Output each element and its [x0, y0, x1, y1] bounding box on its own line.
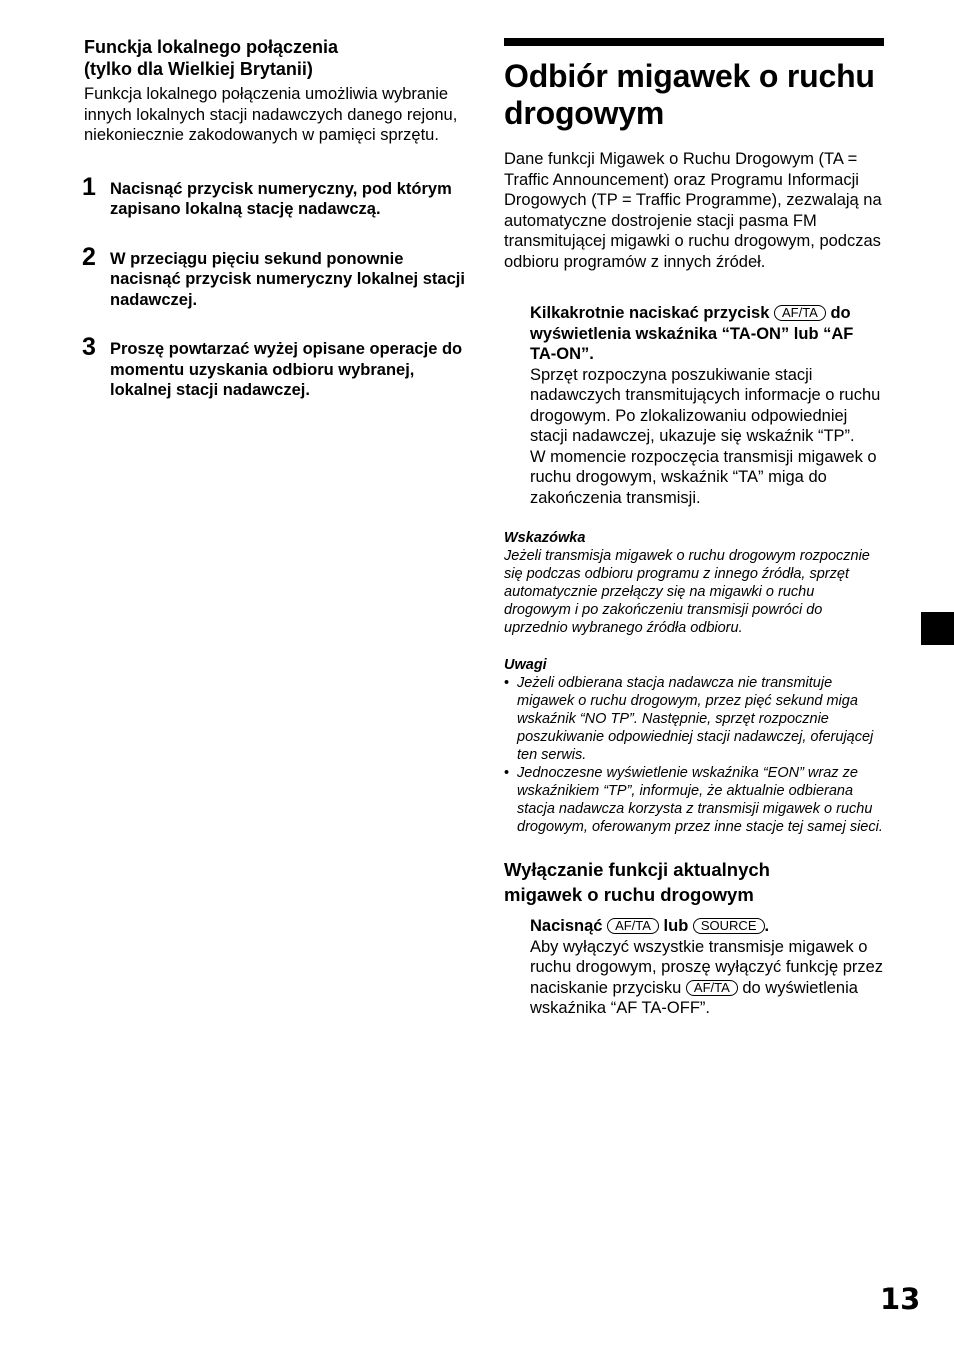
- af-ta-button-label: AF/TA: [607, 918, 659, 934]
- right-column: [504, 38, 884, 1019]
- press-label: Nacisnąć: [530, 917, 603, 935]
- instruction-block: [504, 303, 884, 508]
- off-desc: [530, 937, 884, 1019]
- tip-title: Wskazówka: [504, 530, 586, 546]
- off-instruction: [530, 916, 884, 937]
- off-desc-text: Aby wyłączyć wszystkie transmisje migawek o ruchu drogowym, proszę wyłączyć funkcję przez naciskanie przycisku: [530, 937, 884, 997]
- section-heading-line1: Funckja lokalnego połączenia: [84, 37, 339, 57]
- notes-block: [504, 656, 884, 836]
- page-title-line1: Odbiór migawek o ruchu: [504, 58, 875, 94]
- step-number: 1: [82, 172, 96, 201]
- step-3: [82, 333, 469, 401]
- off-instruction-block: [504, 916, 884, 1019]
- left-column: [84, 36, 469, 401]
- title-intro: Dane funkcji Migawek o Ruchu Drogowym (TA = Traffic Announcement) oraz Programu Informacji Drogowych (TP = Traffic Programme), zezwalają na automatyczne dostrojenie stacji pasma FM transmitującej migawki o ruchu drogowym, podczas odbioru programów z innych źródeł.: [504, 150, 882, 271]
- step-1: [82, 172, 469, 220]
- press-end: .: [764, 917, 770, 935]
- section-heading-line2: (tylko dla Wielkiej Brytanii): [84, 59, 313, 79]
- step-number: 2: [82, 242, 96, 271]
- notes-title: Uwagi: [504, 657, 547, 673]
- section-heading: [84, 36, 469, 80]
- note-item: [504, 674, 884, 764]
- instruction-text-end: do wyświetlenia wskaźnika “TA-ON” lub “AF TA-ON”.: [530, 304, 854, 363]
- note-item: [504, 764, 884, 836]
- page-number: 13: [880, 1282, 921, 1316]
- instruction-desc-2: W momencie rozpoczęcia transmisji migawek o ruchu drogowym, wskaźnik “TA” miga do zakończenia transmisji.: [530, 447, 877, 507]
- af-ta-button-label: AF/TA: [686, 980, 738, 996]
- page-title-line2: drogowym: [504, 95, 665, 131]
- title-rule: [504, 38, 884, 46]
- bullet-icon: •: [504, 675, 510, 691]
- subsection-heading-line1: Wyłączanie funkcji aktualnych: [504, 859, 770, 880]
- note-item-text: Jeżeli odbierana stacja nadawcza nie transmituje migawek o ruchu drogowym, przez pięć sekund miga wskaźnik “NO TP”. Następnie, sprzęt rozpocznie poszukiwanie odpowiedniej stacji nadawczej, oferującej ten serwis.: [517, 675, 874, 763]
- section-intro: Funkcja lokalnego połączenia umożliwia wybranie innych lokalnych stacji nadawczych danego rejonu, niekoniecznie zakodowanych w pamięci sprzętu.: [84, 85, 458, 144]
- off-desc-text-end: do wyświetlenia wskaźnika “AF TA-OFF”.: [530, 978, 858, 1017]
- subsection-heading: [504, 857, 884, 907]
- step-text: W przeciągu pięciu sekund ponownie nacisnąć przycisk numeryczny lokalnej stacji nadawczej.: [110, 249, 465, 309]
- subsection-heading-line2: migawek o ruchu drogowym: [504, 884, 754, 905]
- section-tab-marker: [921, 612, 954, 645]
- note-item-text: Jednoczesne wyświetlenie wskaźnika “EON” wraz ze wskaźnikiem “TP”, informuje, że aktualnie odbierana stacja nadawcza korzysta z transmisji migawek o ruchu drogowym, oferowanym przez inne stacje tej samej sieci.: [517, 765, 883, 835]
- af-ta-button-label: AF/TA: [774, 305, 826, 321]
- step-2: [82, 242, 469, 311]
- bullet-icon: •: [504, 765, 510, 781]
- instruction-desc-1: Sprzęt rozpoczyna poszukiwanie stacji nadawczych transmitujących informacje o ruchu drogowym. Po zlokalizowaniu odpowiedniej stacji nadawczej, ukazuje się wskaźnik “TP”.: [530, 365, 881, 445]
- press-or: lub: [663, 917, 689, 935]
- tip-text: Jeżeli transmisja migawek o ruchu drogowym rozpocznie się podczas odbioru programu z innego źródła, sprzęt automatycznie przełączy się na migawki o ruchu drogowym i po zakończeniu transmisji powróci do uprzednio wybranego źródła odbioru.: [504, 548, 870, 636]
- source-button-label: SOURCE: [693, 918, 765, 934]
- step-text: Nacisnąć przycisk numeryczny, pod którym zapisano lokalną stację nadawczą.: [110, 179, 452, 218]
- instruction-text: Kilkakrotnie naciskać przycisk: [530, 304, 770, 322]
- tip-block: [504, 529, 884, 637]
- step-number: 3: [82, 333, 96, 361]
- step-text: Proszę powtarzać wyżej opisane operacje do momentu uzyskania odbioru wybranej, lokalnej stacji nadawczej.: [110, 340, 463, 399]
- page-title: [504, 58, 884, 132]
- instruction: [530, 303, 884, 365]
